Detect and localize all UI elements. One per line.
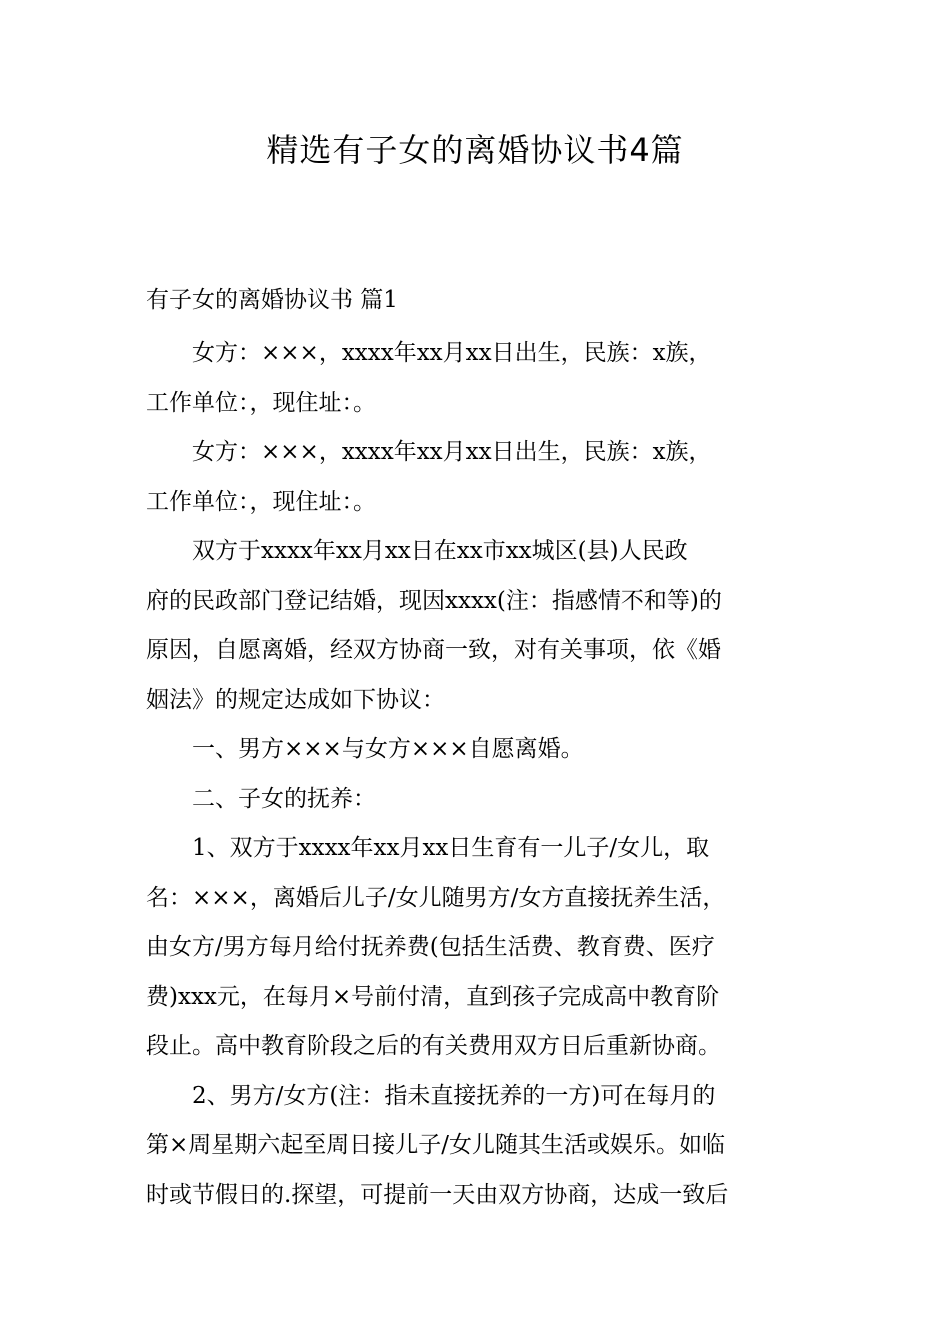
text-line: 工作单位：，现住址：。 bbox=[146, 488, 376, 515]
text-line: 第×周星期六起至周日接儿子/女儿随其生活或娱乐。如临 bbox=[146, 1132, 726, 1158]
paragraph-visitation bbox=[146, 1072, 810, 1221]
paragraph-child-support bbox=[146, 824, 810, 1072]
text-line: 名：×××，离婚后儿子/女儿随男方/女方直接抚养生活， bbox=[146, 884, 726, 911]
document-body bbox=[146, 329, 810, 1220]
paragraph-clause-2 bbox=[146, 775, 810, 825]
section-title: 有子女的离婚协议书 篇1 bbox=[146, 287, 398, 313]
text-line: 时或节假日的.探望，可提前一天由双方协商，达成一致后 bbox=[146, 1181, 729, 1208]
text-line: 费)xxx元，在每月×号前付清，直到孩子完成高中教育阶 bbox=[146, 983, 720, 1010]
text-line: 原因，自愿离婚，经双方协商一致，对有关事项，依《婚 bbox=[146, 637, 721, 663]
text-line: 女方：×××，xxxx年xx月xx日出生，民族：x族， bbox=[192, 340, 712, 366]
text-line: 二、子女的抚养： bbox=[192, 785, 376, 812]
text-line: 双方于xxxx年xx月xx日在xx市xx城区(县)人民政 bbox=[192, 538, 688, 564]
text-line: 由女方/男方每月给付抚养费(包括生活费、教育费、医疗 bbox=[146, 934, 715, 960]
paragraph-female-party-1 bbox=[146, 329, 810, 428]
text-line: 女方：×××，xxxx年xx月xx日出生，民族：x族， bbox=[192, 439, 712, 465]
text-line: 2、男方/女方(注：指未直接抚养的一方)可在每月的 bbox=[192, 1082, 716, 1109]
text-line: 一、男方×××与女方×××自愿离婚。 bbox=[192, 736, 584, 762]
paragraph-marriage-registration bbox=[146, 527, 810, 725]
text-line: 1、双方于xxxx年xx月xx日生育有一儿子/女儿，取 bbox=[192, 835, 710, 861]
text-line: 府的民政部门登记结婚，现因xxxx(注：指感情不和等)的 bbox=[146, 587, 722, 614]
text-line: 工作单位：，现住址：。 bbox=[146, 389, 376, 416]
text-line: 姻法》的规定达成如下协议： bbox=[146, 686, 445, 713]
text-line: 段止。高中教育阶段之后的有关费用双方日后重新协商。 bbox=[146, 1033, 721, 1059]
document-title: 精选有子女的离婚协议书4篇 bbox=[266, 131, 684, 169]
paragraph-female-party-2 bbox=[146, 428, 810, 527]
paragraph-clause-1 bbox=[146, 725, 810, 775]
